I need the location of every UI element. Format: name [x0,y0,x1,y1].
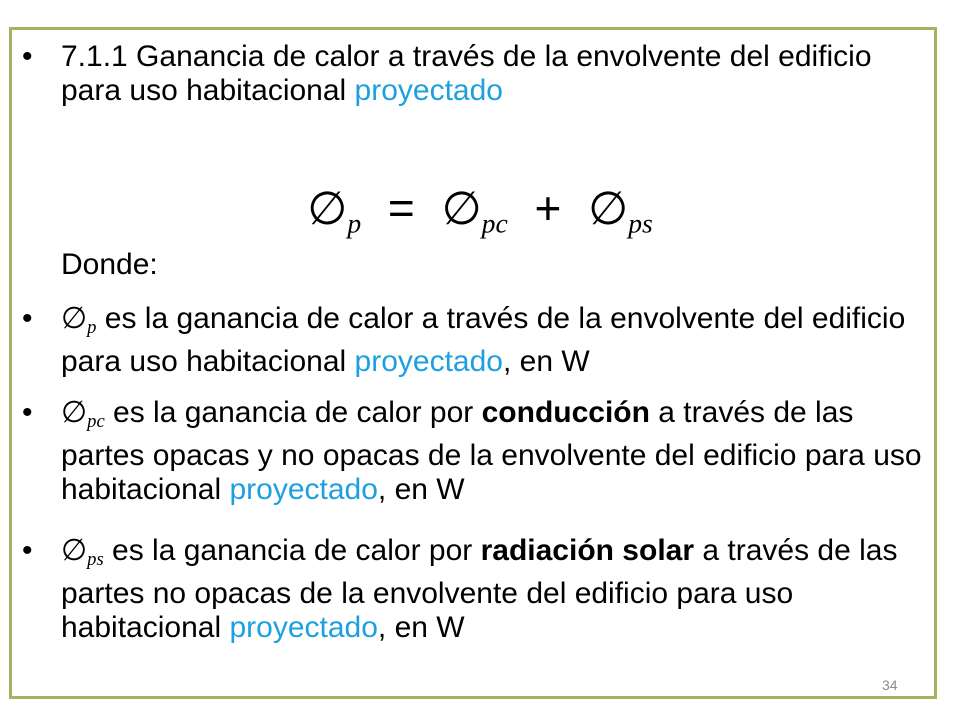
bullet-dot: • [22,40,33,73]
definition-subscript: p [87,317,97,339]
definition-text-before: es la ganancia de calor por [104,396,482,429]
phi-symbol: ∅ [588,181,629,235]
definition-accent: proyectado [229,473,378,507]
donde-label: Donde: [61,248,158,281]
definition-text [61,302,922,379]
definition-bold: radiación solar [480,534,695,567]
page-number: 34 [882,677,898,693]
definition-text-before: es la ganancia de calor a través de la envolvente del edificio para uso habitacional [61,302,906,379]
definition-subscript: pc [87,411,105,433]
equation-term2-subscript: ps [628,207,653,239]
definition-text-after: , en W [377,473,465,507]
equation [0,180,960,251]
definition-text-middle: a través de las partes opacas y no opacas de la envolvente del edificio para uso habitacional [61,396,922,507]
definition-text-after: , en W [377,611,465,645]
heading-text [61,40,922,108]
equals-sign: = [387,182,415,234]
definition-subscript: ps [87,549,104,571]
definition-text [61,396,922,507]
equation-term1-subscript: pc [481,207,508,239]
phi-symbol: ∅ [61,301,88,336]
definition-accent: proyectado [229,611,378,645]
bullet-dot: • [22,534,33,567]
definition-bold: conducción [481,396,650,429]
heading-prefix: 7.1.1 Ganancia de calor a través de la envolvente del edificio para uso habitacional [61,40,872,107]
heading-accent: proyectado [354,74,503,107]
phi-symbol: ∅ [307,181,348,235]
plus-sign: + [534,182,562,234]
definition-accent: proyectado [354,345,503,379]
bullet-dot: • [22,302,33,335]
phi-symbol: ∅ [61,395,88,430]
bullet-dot: • [22,396,33,429]
phi-symbol: ∅ [61,533,88,568]
equation-lhs-subscript: p [347,207,362,239]
definition-text-middle: a través de las partes no opacas de la envolvente del edificio para uso habitacional [61,534,898,645]
phi-symbol: ∅ [441,181,482,235]
definition-text-after: , en W [502,345,590,379]
definition-text-before: es la ganancia de calor por [103,534,481,567]
definition-text [61,534,922,645]
